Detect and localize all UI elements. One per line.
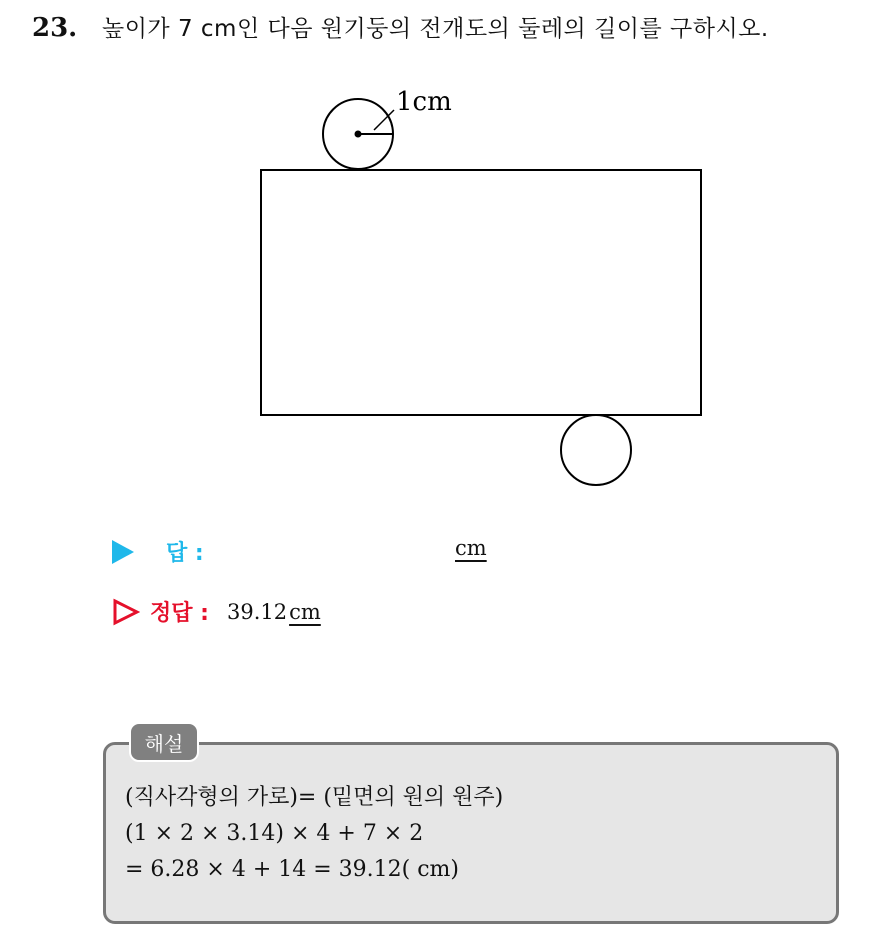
solution-line: (1 × 2 × 3.14) × 4 + 7 × 2 xyxy=(125,821,424,846)
correct-answer-unit: cm xyxy=(289,599,321,624)
filled-triangle-icon xyxy=(112,540,134,564)
solution-line: (직사각형의 가로)= (밑면의 원의 원주) xyxy=(125,785,504,810)
answer-row xyxy=(112,536,204,567)
question-text: 높이가 7 cm인 다음 원기둥의 전개도의 둘레의 길이를 구하시오. xyxy=(102,16,769,42)
correct-answer-row xyxy=(112,596,321,627)
solution-tab: 해설 xyxy=(129,722,199,762)
question-number: 23. xyxy=(32,13,78,43)
side-rectangle xyxy=(261,170,701,415)
correct-answer-value: 39.12 xyxy=(226,599,288,624)
radius-label: 1cm xyxy=(396,87,452,117)
solution-line: = 6.28 × 4 + 14 = 39.12( cm) xyxy=(125,857,459,882)
correct-answer-label: 정답 : xyxy=(150,601,209,626)
outline-triangle-icon xyxy=(112,598,140,626)
solution-content xyxy=(125,780,503,888)
answer-unit: cm xyxy=(455,536,487,560)
answer-label: 답 : xyxy=(166,541,204,566)
bottom-base-circle xyxy=(561,415,631,485)
